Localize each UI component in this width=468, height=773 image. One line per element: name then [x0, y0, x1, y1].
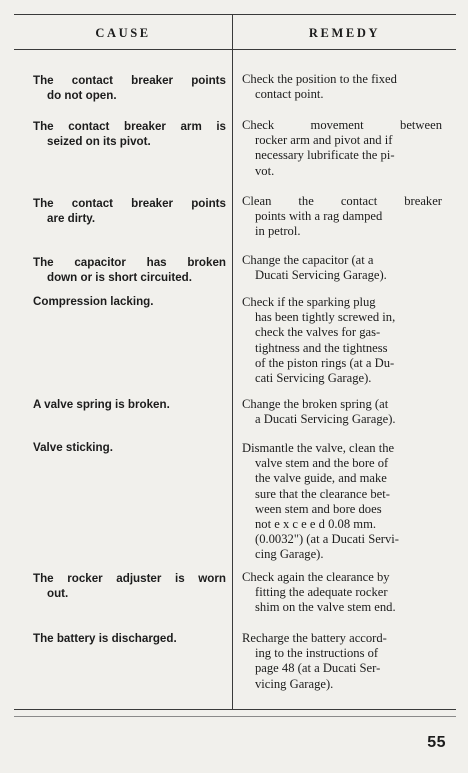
column-divider — [232, 14, 233, 709]
cause-column-header: CAUSE — [95, 26, 151, 40]
cause-cell: The contact breaker points are dirty. — [33, 197, 226, 225]
remedy-cell: Check the position to the fixed contact point. — [242, 72, 397, 102]
remedy-cell: Change the broken spring (at a Ducati Servicing Garage). — [242, 397, 396, 427]
remedy-cell: Check if the sparking plug has been tightly screwed in, check the valves for gas- tightness and the tightness of the piston rings (at a Du- cati Servicing Garage). — [242, 295, 396, 386]
remedy-cell: Dismantle the valve, clean the valve stem and the bore of the valve guide, and make sure that the clearance bet- ween stem and bore does not e x c e e d 0.08 mm. (0.0032") (at a Ducati Servi- cing Garage). — [242, 441, 399, 562]
cause-cell: The rocker adjuster is worn out. — [33, 572, 226, 600]
remedy-cell: Check again the clearance by fitting the adequate rocker shim on the valve stem end. — [242, 570, 396, 615]
cause-cell: The capacitor has broken down or is short circuited. — [33, 256, 226, 284]
table-top-rule — [14, 14, 456, 15]
cause-cell: The contact breaker arm is seized on its pivot. — [33, 120, 226, 148]
table-bottom-rule — [14, 709, 456, 710]
cause-cell: The battery is discharged. — [33, 632, 177, 645]
cause-cell: Compression lacking. — [33, 295, 154, 308]
remedy-cell: Clean the contact breaker points with a rag damped in petrol. — [242, 194, 442, 239]
remedy-cell: Change the capacitor (at a Ducati Servicing Garage). — [242, 253, 387, 283]
remedy-cell: Recharge the battery accord- ing to the instructions of page 48 (at a Ducati Ser- vicing Garage). — [242, 631, 387, 691]
cause-cell: Valve sticking. — [33, 441, 113, 454]
cause-cell: A valve spring is broken. — [33, 398, 170, 411]
page-number: 55 — [427, 734, 446, 751]
header-bottom-rule — [14, 49, 456, 50]
footer-rule — [14, 716, 456, 717]
cause-cell: The contact breaker points do not open. — [33, 74, 226, 102]
remedy-cell: Check movement between rocker arm and pivot and if necessary lubrificate the pi- vot. — [242, 118, 442, 178]
remedy-column-header: REMEDY — [308, 26, 381, 40]
